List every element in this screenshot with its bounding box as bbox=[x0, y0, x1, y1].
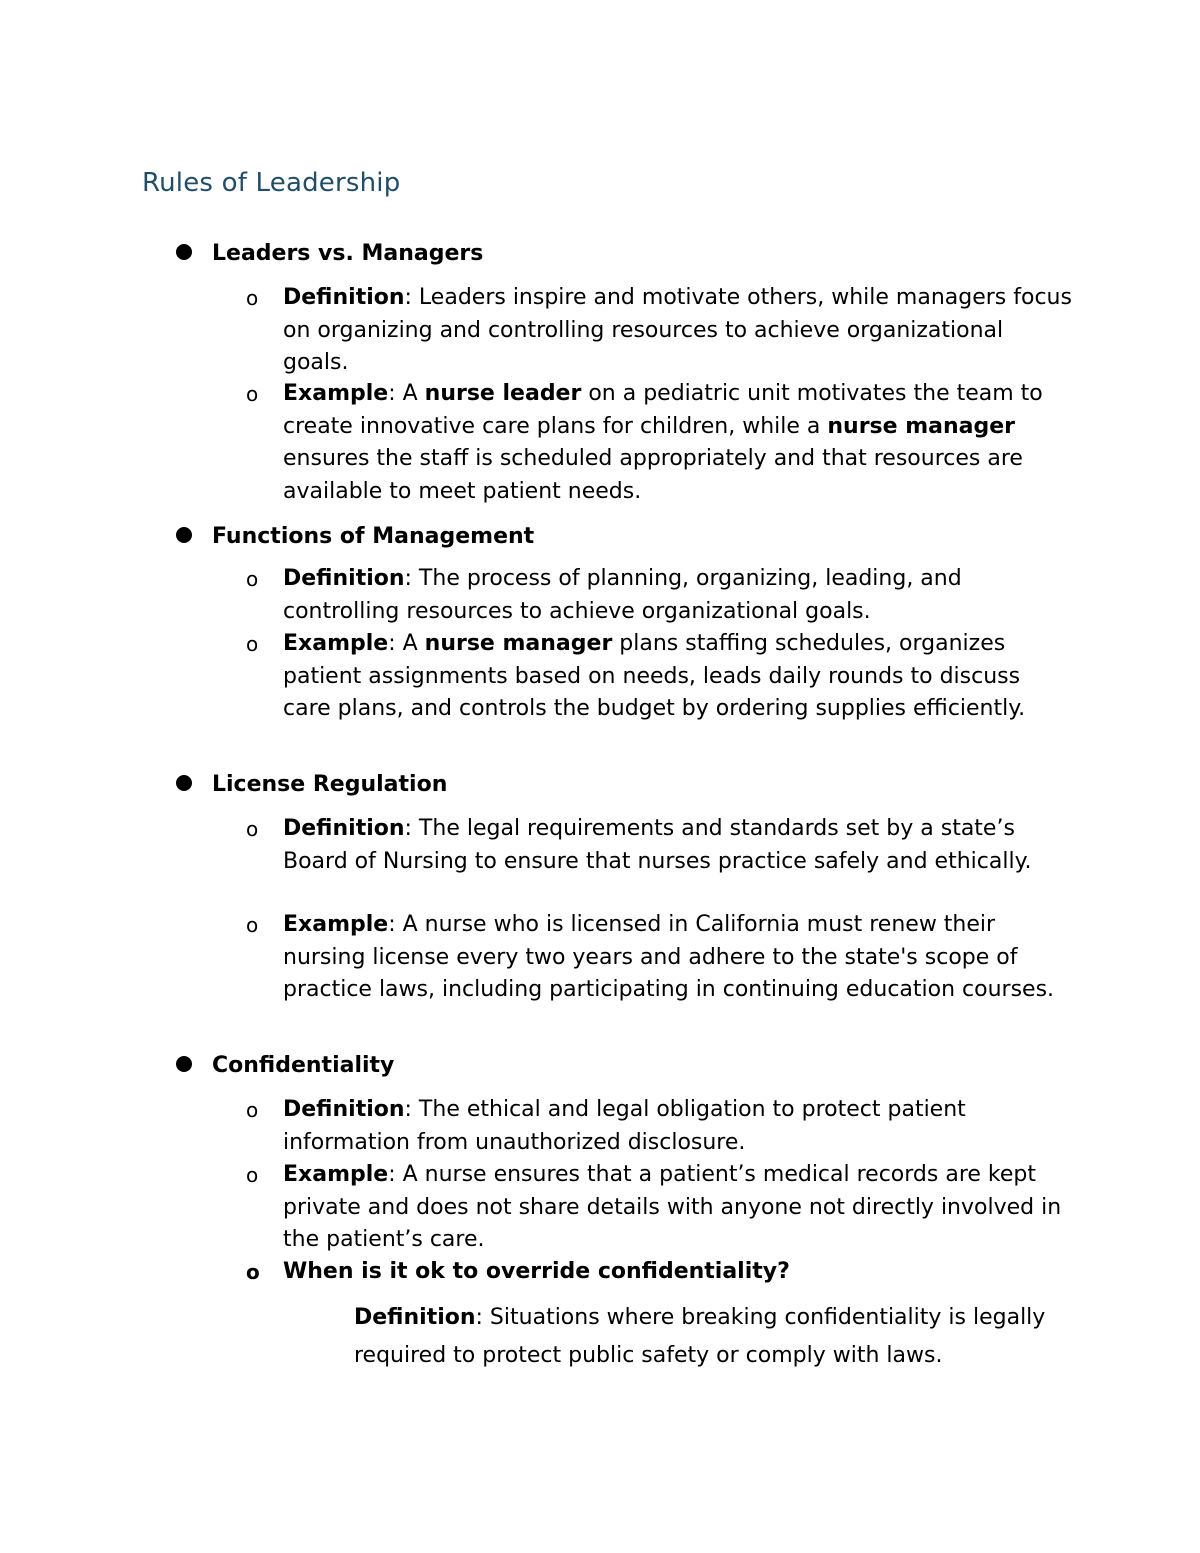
item-text: : The process of planning, organizing, leading, and controlling resources to achieve organizational goals. bbox=[283, 566, 962, 624]
item-emphasis: nurse manager bbox=[827, 413, 1016, 439]
question-text: When is it ok to override confidentiality? bbox=[283, 1259, 790, 1284]
list-item-example bbox=[246, 628, 1073, 726]
item-text: ensures the staff is scheduled appropriately and that resources are available to meet patient needs. bbox=[283, 446, 1023, 504]
section-heading-text: Functions of Management bbox=[212, 524, 535, 549]
item-label: Definition bbox=[354, 1305, 476, 1330]
item-text: : A nurse who is licensed in California must renew their nursing license every two years and adhere to the state's scope of practice laws, including participating in continuing education courses. bbox=[283, 912, 1055, 1002]
section-heading-text: License Regulation bbox=[212, 772, 448, 797]
page-title: Rules of Leadership bbox=[142, 168, 401, 198]
list-item-definition bbox=[246, 813, 1073, 878]
item-text: : Situations where breaking confidentiality is legally required to protect public safety or comply with laws. bbox=[354, 1305, 1046, 1368]
bullet-icon bbox=[176, 527, 192, 543]
section-heading-leaders-vs-managers bbox=[176, 238, 483, 270]
section-heading-text: Confidentiality bbox=[212, 1053, 395, 1078]
sub-bullet-icon: o bbox=[246, 286, 259, 310]
list-item-definition bbox=[246, 282, 1073, 380]
nested-definition bbox=[354, 1299, 1054, 1375]
item-label: Definition bbox=[283, 285, 405, 310]
sub-bullet-icon: o bbox=[246, 1163, 259, 1187]
list-item-example bbox=[246, 378, 1073, 508]
item-label: Definition bbox=[283, 1097, 405, 1122]
item-text: : A bbox=[388, 631, 425, 656]
item-text: : A bbox=[388, 381, 425, 406]
sub-bullet-icon: o bbox=[246, 1098, 259, 1122]
section-heading-confidentiality bbox=[176, 1050, 394, 1082]
item-text: : The ethical and legal obligation to protect patient information from unauthorized disclosure. bbox=[283, 1097, 966, 1155]
section-heading-license-regulation bbox=[176, 769, 447, 801]
item-label: Example bbox=[283, 912, 389, 937]
sub-bullet-icon: o bbox=[246, 1260, 260, 1284]
section-heading-text: Leaders vs. Managers bbox=[212, 241, 484, 266]
sub-bullet-icon: o bbox=[246, 567, 259, 591]
item-label: Definition bbox=[283, 816, 405, 841]
bullet-icon bbox=[176, 1056, 192, 1072]
item-emphasis: nurse leader bbox=[424, 381, 582, 406]
item-text: : Leaders inspire and motivate others, while managers focus on organizing and controlling resources to achieve organizational goals. bbox=[283, 285, 1072, 375]
item-text: : A nurse ensures that a patient’s medical records are kept private and does not share details with anyone not directly involved in the patient’s care. bbox=[283, 1162, 1062, 1252]
list-item-example bbox=[246, 909, 1073, 1007]
list-item-definition bbox=[246, 1094, 1073, 1159]
bullet-icon bbox=[176, 244, 192, 260]
sub-bullet-icon: o bbox=[246, 817, 259, 841]
item-label: Example bbox=[283, 1162, 389, 1187]
item-text: plans staffing schedules, organizes patient assignments based on needs, leads daily rounds to discuss care plans, and controls the budget by ordering supplies efficiently. bbox=[283, 631, 1026, 721]
list-item-question bbox=[246, 1256, 1073, 1289]
item-label: Example bbox=[283, 631, 389, 656]
bullet-icon bbox=[176, 775, 192, 791]
sub-bullet-icon: o bbox=[246, 382, 259, 406]
item-text: : The legal requirements and standards set by a state’s Board of Nursing to ensure that nurses practice safely and ethically. bbox=[283, 816, 1032, 874]
sub-bullet-icon: o bbox=[246, 913, 259, 937]
list-item-definition bbox=[246, 563, 1073, 628]
item-emphasis: nurse manager bbox=[424, 631, 613, 656]
item-text: on a pediatric unit motivates the team to create innovative care plans for children, while a bbox=[283, 381, 1043, 439]
item-label: Example bbox=[283, 381, 389, 406]
item-label: Definition bbox=[283, 566, 405, 591]
list-item-example bbox=[246, 1159, 1073, 1257]
section-heading-functions-of-management bbox=[176, 521, 534, 553]
sub-bullet-icon: o bbox=[246, 632, 259, 656]
